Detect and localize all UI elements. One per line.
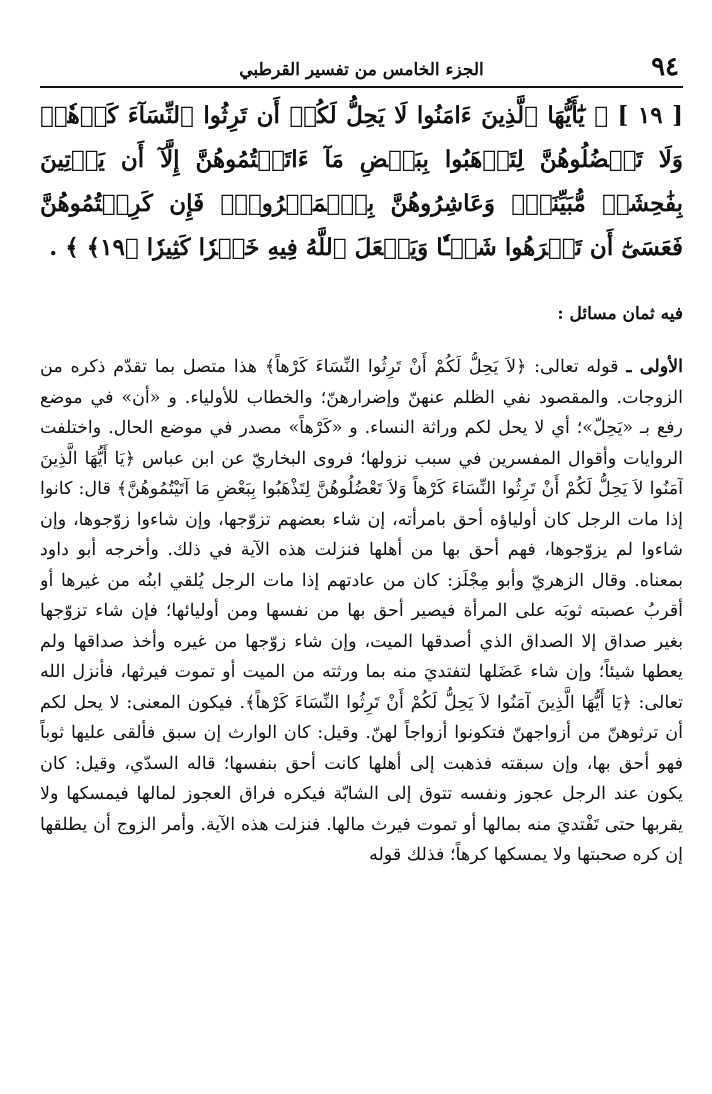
page-number: ٩٤: [651, 52, 679, 82]
section-intro: فيه ثمان مسائل :: [557, 304, 683, 324]
commentary-paragraph: قوله تعالى: ﴿لاَ يَحِلُّ لَكُمْ أَنْ تَرِثُوا النِّسَاءَ كَرْهاً﴾ هذا متصل بما تقدّم ذكره من الزوجات. والمقصود نفي الظلم عنهنّ وإضرارهنّ؛ والخطاب للأولياء. و «أن» في موضع رفع بـ «يَحِلّ»؛ أي لا يحل لكم وراثة النساء. و «كَرْهاً» مصدر في موضع الحال. واختلفت الروايات وأقوال المفسرين في سبب نزولها؛ فروى البخاريّ عن ابن عباس ﴿يَا أَيُّهَا الَّذِينَ آمَنُوا لاَ يَحِلُّ لَكُمْ أَنْ تَرِثُوا النِّسَاءَ كَرْهاً وَلاَ تَعْضُلُوهُنَّ لِتَذْهَبُوا بِبَعْضِ مَا آتَيْتُمُوهُنَّ﴾ قال: كانوا إذا مات الرجل كان أولياؤه أحق بامرأته، إن شاء بعضهم تزوّجها، وإن شاءوا زوّجوها، وإن شاءوا لم يزوّجوها، فهم أحق بها من أهلها فنزلت هذه الآية في ذلك. وأخرجه أبو داود بمعناه. وقال الزهريّ وأبو مِجْلَز: كان من عادتهم إذا مات الرجل يُلقي ابنُه من غيرها أو أقربُ عصبته ثوبَه على المرأة فيصير أحق بها من نفسها ومن أوليائها؛ فإن شاء تزوّجها بغير صداق إلا الصداق الذي أصدقها الميت، وإن شاء زوّجها من غيره وأخذ صداقها ولم يعطها شيئاً؛ وإن شاء عَضَلها لتفتديَ منه بما ورثته من الميت أو تموت فيرثها، فأنزل الله تعالى: ﴿يَا أَيُّهَا الَّذِينَ آمَنُوا لاَ يَحِلُّ لَكُمْ أَنْ تَرِثُوا النِّسَاءَ كَرْهاً﴾. فيكون المعنى: لا يحل لكم أن ترثوهنّ من أزواجهنّ فتكونوا أزواجاً لهنّ. وقيل: كان الوارث إن سبق فألقى عليها ثوباً فهو أحق بها، وإن سبقته فذهبت إلى أهلها كانت أحق بنفسها؛ قاله السدّي، وقيل: كان يكون عند الرجل عجوز ونفسه تتوق إلى الشابّة فيكره فراق العجوز لمالها فيمسكها ولا يقربها حتى تَفْتديَ منه بمالها أو تموت فيرث مالها. فنزلت هذه الآية. وأمر الزوج أن يطلقها إن كره صحبتها ولا يمسكها كرهاً؛ فذلك قوله: [40, 357, 683, 865]
quran-verse: [ ١٩ ] ﴿ يَٰٓأَيُّهَا ٱلَّذِينَ ءَامَنُوا لَا يَحِلُّ لَكُمۡ أَن تَرِثُوا ٱلنِّسَآءَ كَرۡهٗاۖ وَلَا تَعۡضُلُوهُنَّ لِتَذۡهَبُوا بِبَعۡضِ مَآ ءَاتَيۡتُمُوهُنَّ إِلَّآ أَن يَأۡتِينَ بِفَٰحِشَةٖ مُّبَيِّنَةٖۚ وَعَاشِرُوهُنَّ بِٱلۡمَعۡرُوفِۚ فَإِن كَرِهۡتُمُوهُنَّ فَعَسَىٰٓ أَن تَكۡرَهُوا شَيۡـٔٗا وَيَجۡعَلَ ٱللَّهُ فِيهِ خَيۡرٗا كَثِيرٗا ﴿١٩﴾ ﴾ .: [40, 102, 683, 261]
page-header: [40, 52, 683, 88]
running-title: الجزء الخامس من تفسير القرطبي: [239, 60, 484, 80]
issue-heading: الأولى ـ: [626, 357, 683, 377]
book-page: [40, 52, 683, 1082]
commentary-text: [40, 352, 683, 1052]
